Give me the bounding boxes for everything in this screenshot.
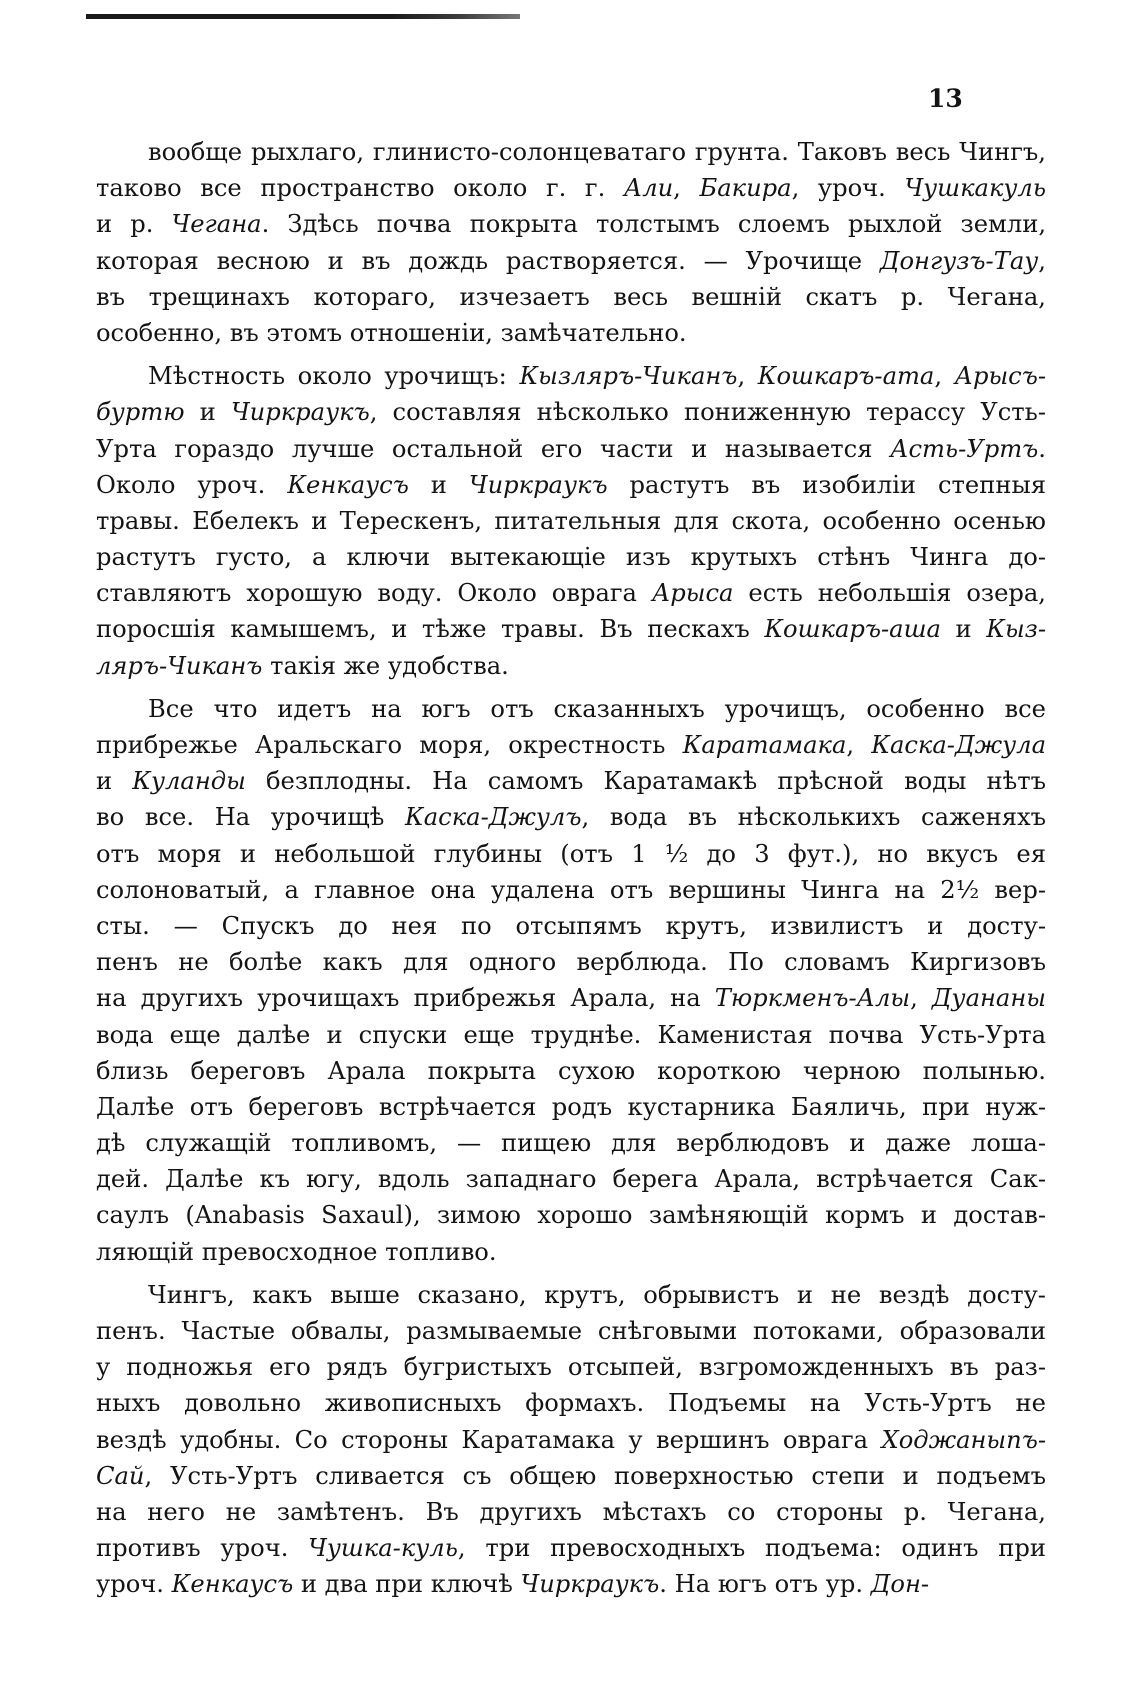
text-run: уроч. <box>96 1570 172 1599</box>
text-run: , три превосходныхъ подъема: одинъ при <box>457 1534 1046 1563</box>
text-run: Далѣе отъ береговъ встрѣчается родъ кустарника Баяличь, при нуж- <box>96 1092 1046 1121</box>
text-run: таково все пространство около г. г. <box>96 174 624 203</box>
italic-place-name: Кызляръ-Чиканъ <box>519 362 738 391</box>
text-run: у подножья его рядъ бугристыхъ отсыпей, взгроможденныхъ въ раз- <box>96 1353 1046 1382</box>
text-line <box>96 279 1046 315</box>
paragraph <box>96 358 1046 684</box>
text-run: . Здѣсь почва покрыта толстымъ слоемъ рыхлой земли, <box>261 210 1047 239</box>
italic-place-name: Али <box>623 174 674 203</box>
text-run: прибрежье Аральскаго моря, окрестность <box>96 731 683 759</box>
text-run: близь береговъ Арала покрыта сухою короткою черною полынью. <box>96 1056 1046 1085</box>
text-line <box>96 1458 1046 1494</box>
text-line <box>96 467 1046 503</box>
header-rule <box>86 14 520 19</box>
text-line <box>96 1494 1046 1530</box>
text-run: вообще рыхлаго, глинисто-солонцеватаго грунта. Таковъ весь Чингъ, <box>148 138 1046 166</box>
text-line <box>96 611 1046 647</box>
text-run: , <box>846 731 872 759</box>
text-run: отъ моря и небольшой глубины (отъ 1 ½ до 3 фут.), но вкусъ ея <box>96 839 1046 868</box>
text-line <box>96 1277 1046 1313</box>
text-line <box>96 908 1046 944</box>
text-run: Чингъ, какъ выше сказано, крутъ, обрывистъ и не вездѣ досту- <box>148 1280 1046 1309</box>
text-run: пенъ не болѣе какъ для одного верблюда. По словамъ Киргизовъ <box>96 948 1046 977</box>
text-line <box>96 1566 1046 1602</box>
italic-place-name: Чиркраукъ <box>520 1570 660 1599</box>
italic-place-name: Донгузъ-Тау <box>879 246 1039 275</box>
italic-place-name: Чиркраукъ <box>468 470 608 499</box>
text-run: дѣ служащій топливомъ, — пищею для верблюдовъ и даже лоша- <box>96 1129 1046 1158</box>
text-line <box>96 944 1046 980</box>
italic-place-name: Дон- <box>870 1570 930 1599</box>
text-line <box>96 539 1046 575</box>
text-line <box>96 799 1046 835</box>
text-line <box>96 836 1046 872</box>
text-line <box>96 1313 1046 1349</box>
text-line <box>96 1349 1046 1385</box>
text-run: такія же удобства. <box>262 651 509 680</box>
italic-place-name: Тюркменъ-Алы <box>714 984 911 1013</box>
text-line <box>96 1089 1046 1125</box>
text-line <box>96 315 1046 351</box>
text-run: пенъ. Частые обвалы, размываемые снѣговыми потоками, образовали <box>96 1317 1046 1345</box>
text-run: , <box>934 362 955 391</box>
italic-place-name: Кенкаусъ <box>171 1570 294 1599</box>
text-run: есть небольшія озера, <box>733 579 1046 608</box>
text-run: солоноватый, а главное она удалена отъ вершины Чинга на 2½ вер- <box>96 875 1046 904</box>
text-run: , составляя нѣсколько пониженную терассу Усть- <box>369 398 1047 427</box>
text-line <box>96 1125 1046 1161</box>
text-line <box>96 727 1046 763</box>
italic-place-name: Кыз- <box>986 615 1047 644</box>
text-run: ляющій превосходное топливо. <box>96 1237 497 1266</box>
text-run: въ трещинахъ котораго, изчезаетъ весь вешній скатъ р. Чегана, <box>96 282 1046 311</box>
italic-place-name: Чушкакуль <box>904 174 1046 203</box>
text-run: дей. Далѣе къ югу, вдоль западнаго берега Арала, встрѣчается Сак- <box>96 1165 1046 1194</box>
text-run: , Усть-Уртъ сливается съ общею поверхностью степи и подъемъ <box>144 1461 1046 1490</box>
paragraph-gap <box>96 684 1046 691</box>
italic-place-name: Арыса <box>651 579 734 608</box>
text-line <box>96 1053 1046 1089</box>
text-line <box>96 575 1046 611</box>
paragraph <box>96 134 1046 351</box>
text-run: растутъ густо, а ключи вытекающіе изъ крутыхъ стѣнъ Чинга до- <box>96 543 1046 572</box>
text-run: которая весною и въ дождь растворяется. — Урочище <box>96 246 880 275</box>
paragraph-gap <box>96 1270 1046 1277</box>
italic-place-name: Чегана <box>171 210 262 239</box>
paragraph-gap <box>96 351 1046 358</box>
italic-place-name: Асть-Уртъ <box>890 434 1039 463</box>
text-line <box>96 1197 1046 1233</box>
text-line <box>96 1161 1046 1197</box>
text-run: вездѣ удобны. Со стороны Каратамака у вершинъ оврага <box>96 1425 882 1454</box>
text-run: саулъ (Anabasis Saxaul), зимою хорошо замѣняющій кормъ и достав- <box>96 1201 1046 1230</box>
text-line <box>96 980 1046 1016</box>
text-run: Мѣстность около урочищъ: <box>148 362 520 391</box>
italic-place-name: Кошкаръ-аша <box>764 615 941 644</box>
text-run: ныхъ довольно живописныхъ формахъ. Подъемы на Усть-Уртъ не <box>96 1389 1046 1418</box>
text-run: . <box>1038 434 1046 463</box>
text-run: , <box>737 362 758 391</box>
text-run: , вода въ нѣсколькихъ саженяхъ <box>581 803 1046 832</box>
text-run: , <box>910 984 932 1013</box>
text-run: , уроч. <box>791 174 905 203</box>
italic-place-name: буртю <box>96 398 185 427</box>
italic-place-name: Сай <box>96 1461 145 1490</box>
text-line <box>96 1385 1046 1421</box>
text-line <box>96 691 1046 727</box>
text-line <box>96 872 1046 908</box>
text-run: на другихъ урочищахъ прибрежья Арала, на <box>96 984 715 1013</box>
text-line <box>96 431 1046 467</box>
text-run: растутъ въ изобиліи степныя <box>607 470 1046 499</box>
text-line <box>96 206 1046 242</box>
text-run: . На югъ отъ ур. <box>659 1570 871 1599</box>
italic-place-name: ляръ-Чиканъ <box>96 651 263 680</box>
text-run: , <box>673 174 700 203</box>
page-body <box>96 134 1046 1603</box>
italic-place-name: Чиркраукъ <box>230 398 370 427</box>
italic-place-name: Каска-Джулъ <box>405 803 582 832</box>
italic-place-name: Дуананы <box>931 984 1046 1013</box>
text-line <box>96 1234 1046 1270</box>
text-run: Все что идетъ на югъ отъ сказанныхъ урочищъ, особенно все <box>148 694 1046 723</box>
text-run: ставляютъ хорошую воду. Около оврага <box>96 579 652 608</box>
text-line <box>96 1017 1046 1053</box>
italic-place-name: Ходжаныпъ- <box>881 1425 1046 1454</box>
italic-place-name: Чушка-куль <box>308 1534 458 1563</box>
text-run: сты. — Спускъ до нея по отсыпямъ крутъ, извилистъ и досту- <box>96 911 1046 940</box>
text-line <box>96 1530 1046 1566</box>
text-run: и два при ключѣ <box>293 1570 521 1599</box>
text-line <box>96 170 1046 206</box>
italic-place-name: Каратамака <box>682 731 847 759</box>
paragraph <box>96 691 1046 1270</box>
text-line <box>96 134 1046 170</box>
italic-place-name: Куланды <box>132 767 246 796</box>
text-line <box>96 503 1046 539</box>
text-line <box>96 394 1046 430</box>
text-run: и <box>940 615 987 644</box>
text-run: противъ уроч. <box>96 1534 309 1563</box>
text-run: и <box>96 767 133 796</box>
text-line <box>96 358 1046 394</box>
text-run: особенно, въ этомъ отношеніи, замѣчательно. <box>96 318 687 347</box>
text-run: поросшія камышемъ, и тѣже травы. Въ пескахъ <box>96 615 765 644</box>
italic-place-name: Каска-Джула <box>871 731 1046 759</box>
text-run: на него не замѣтенъ. Въ другихъ мѣстахъ со стороны р. Чегана, <box>96 1497 1046 1526</box>
text-line <box>96 763 1046 799</box>
paragraph <box>96 1277 1046 1603</box>
text-run: Урта гораздо лучше остальной его части и называется <box>96 434 891 463</box>
text-run: Около уроч. <box>96 470 288 499</box>
text-run: и <box>184 398 231 427</box>
text-run: , <box>1038 246 1046 275</box>
text-run: и р. <box>96 210 172 239</box>
page-number: 13 <box>928 84 963 113</box>
italic-place-name: Арысъ- <box>954 362 1046 391</box>
italic-place-name: Кенкаусъ <box>287 470 409 499</box>
text-run: и <box>408 470 469 499</box>
text-line <box>96 243 1046 279</box>
text-line <box>96 1422 1046 1458</box>
text-run: вода еще далѣе и спуски еще труднѣе. Каменистая почва Усть-Урта <box>96 1020 1046 1049</box>
italic-place-name: Бакира <box>699 174 792 203</box>
text-line <box>96 648 1046 684</box>
text-run: безплодны. На самомъ Каратамакѣ прѣсной воды нѣтъ <box>245 767 1047 796</box>
text-run: во все. На урочищѣ <box>96 803 406 832</box>
italic-place-name: Кошкаръ-ата <box>757 362 935 391</box>
text-run: травы. Ебелекъ и Терескенъ, питательныя для скота, особенно осенью <box>96 506 1046 535</box>
